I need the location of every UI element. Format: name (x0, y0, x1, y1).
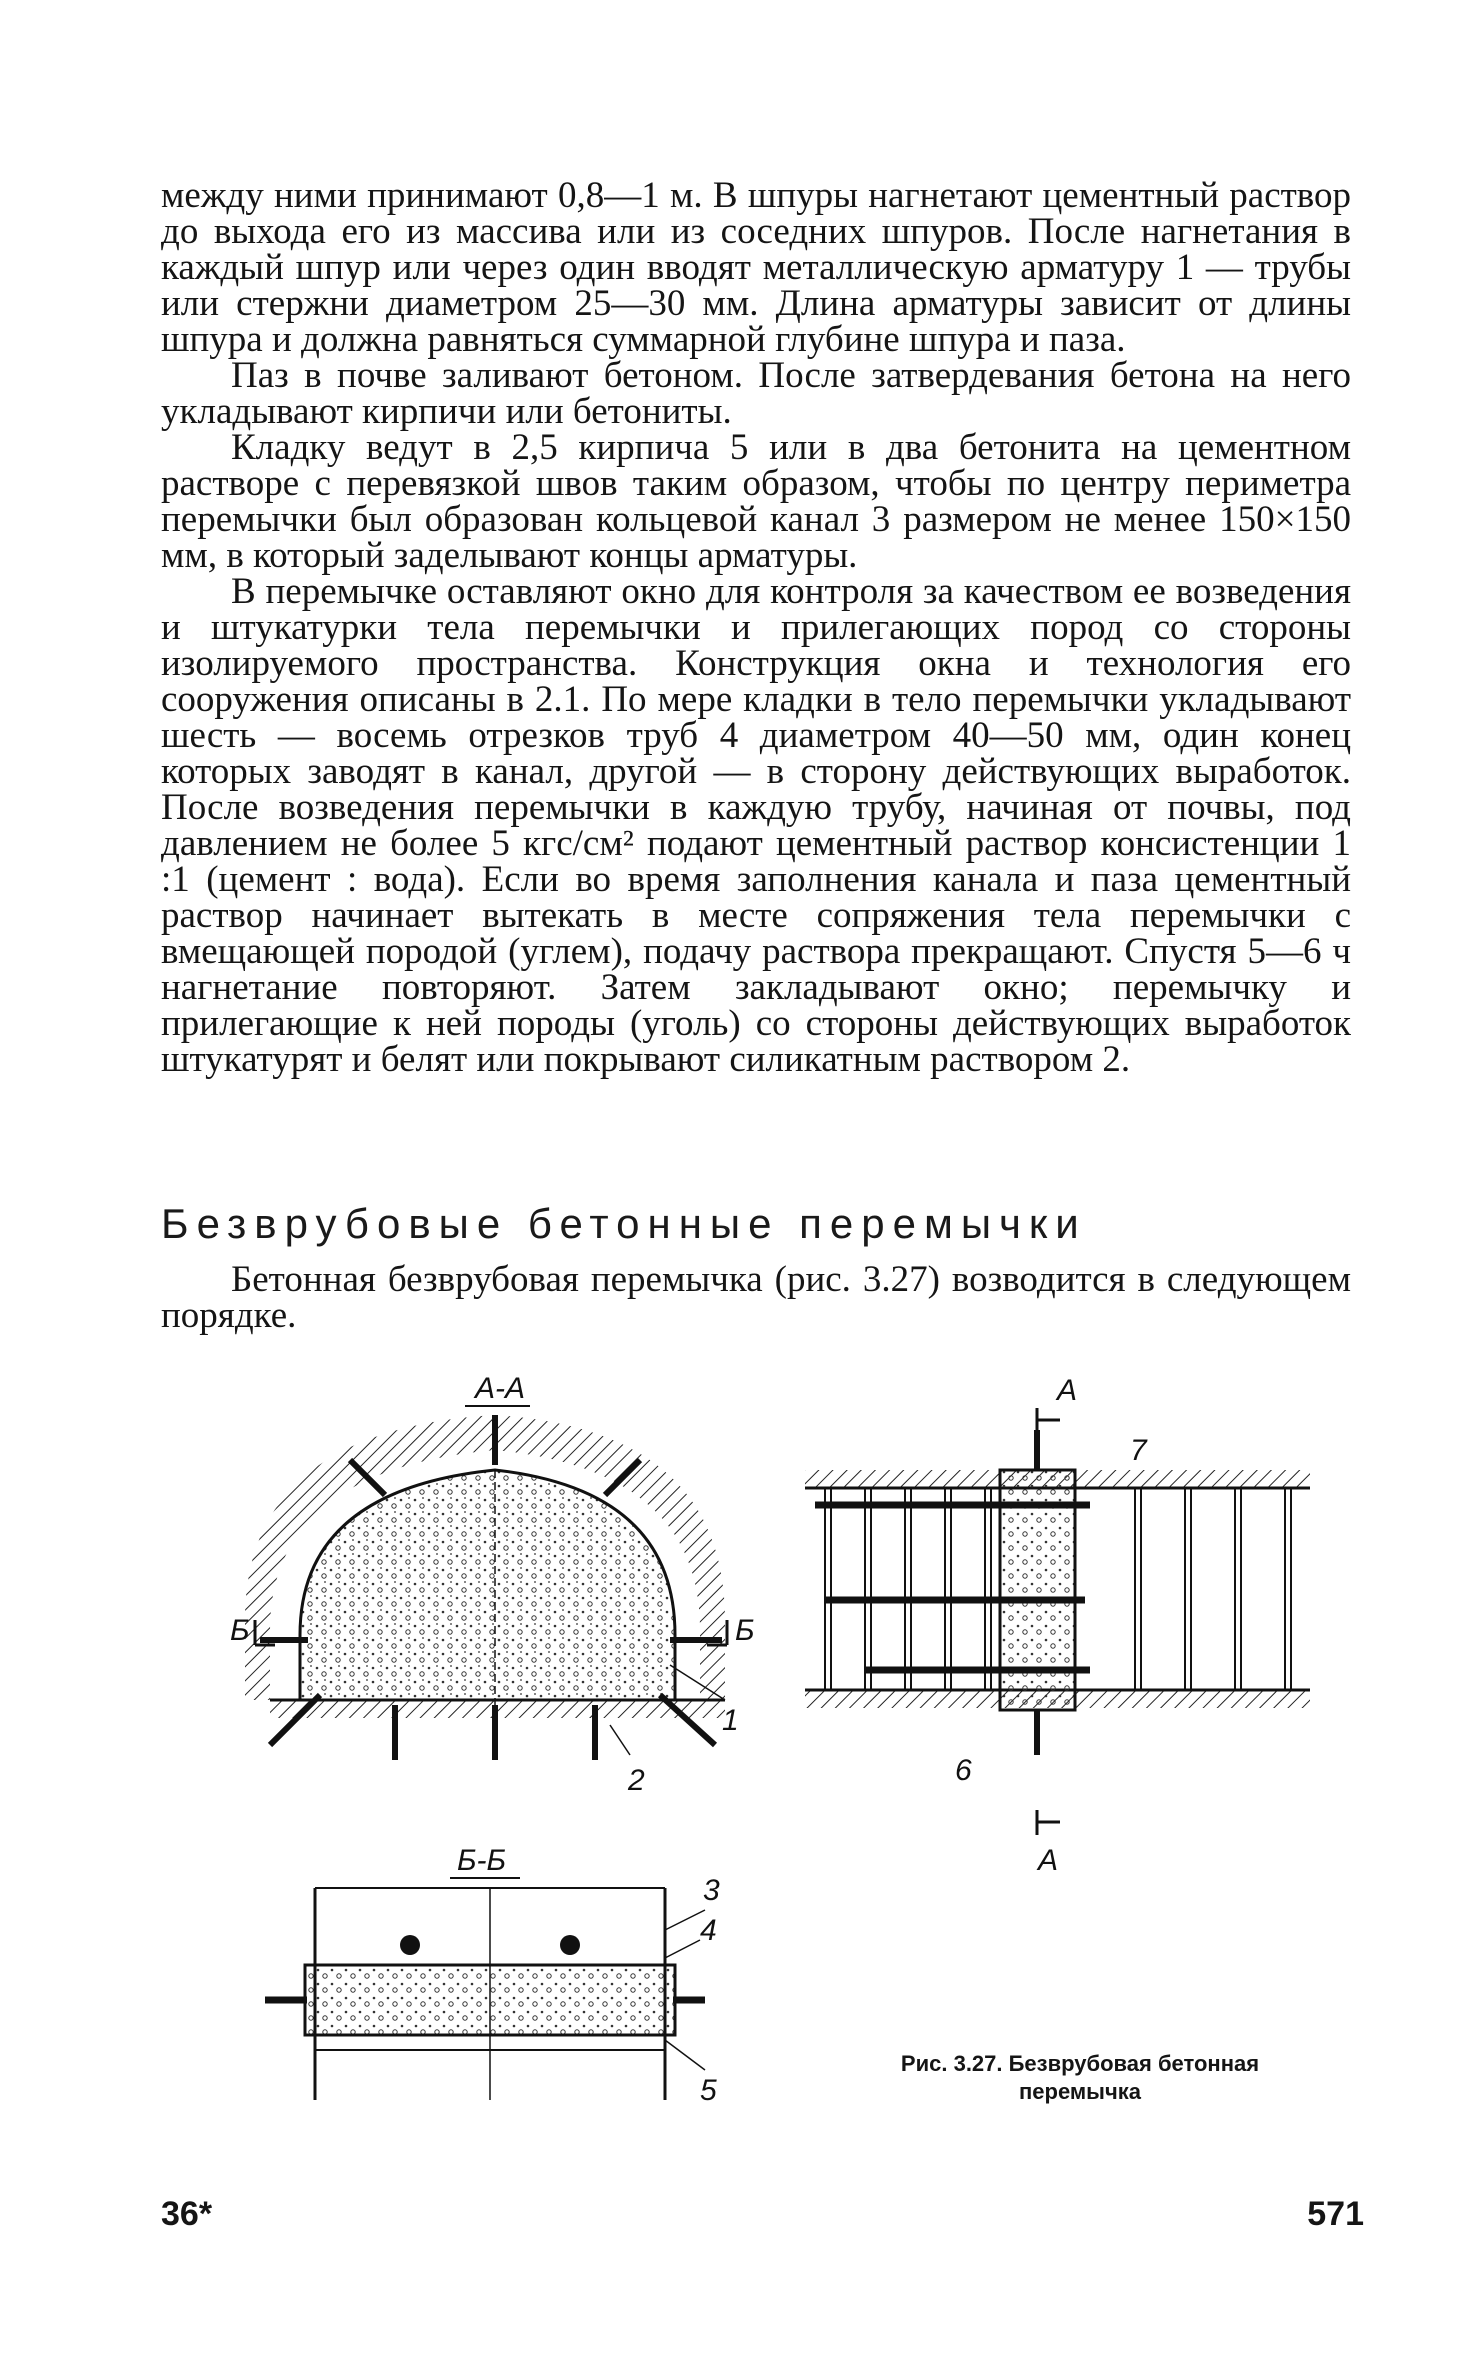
paragraph-1: между ними принимают 0,8—1 м. В шпуры нагнетают цементный раствор до выхода его из массива или из соседних шпуров. После нагнетания в каждый шпур или через один вводят металлическую арматуру 1 — трубы или стержни диаметром 25—30 мм. Длина арматуры зависит от длины шпура и должна равняться суммарной глубине шпура и паза. (161, 175, 1351, 360)
signature-mark: 36* (161, 2195, 213, 2233)
label-6: 6 (955, 1754, 972, 1787)
paragraph-3: Кладку ведут в 2,5 кирпича 5 или в два бетонита на цементном растворе с перевязкой швов таким образом, чтобы по центру периметра перемычки был образован кольцевой канал 3 размером не менее 150×150 мм, в который заделывают концы арматуры. (161, 427, 1351, 576)
caption-line-1: Рис. 3.27. Безврубовая бетонная (900, 2051, 1260, 2076)
figure-section-aa (230, 1370, 755, 1840)
section-heading: Безврубовые бетонные перемычки (161, 1200, 1087, 1247)
cut-b-right: Б (735, 1614, 755, 1647)
intro-paragraph: Бетонная безврубовая перемычка (рис. 3.27) возводится в следующем порядке. (161, 1259, 1351, 1336)
figure-section-bb (245, 1840, 745, 2110)
label-4: 4 (700, 1914, 717, 1947)
figure-side-view (805, 1370, 1325, 1895)
figure-caption (820, 2050, 1340, 2106)
label-3: 3 (703, 1874, 720, 1907)
cut-b-left: Б (230, 1614, 250, 1647)
page-number: 571 (1307, 2195, 1364, 2233)
cut-a-bottom: А (1038, 1844, 1059, 1877)
paragraph-2: Паз в почве заливают бетоном. После затвердевания бетона на него укладывают кирпичи или бетониты. (161, 355, 1351, 432)
paragraph-4: В перемычке оставляют окно для контроля за качеством ее возведения и штукатурки тела перемычки и прилегающих пород со стороны изолируемого пространства. Конструкция окна и технология его сооружения описаны в 2.1. По мере кладки в тело перемычки укладывают шесть — восемь отрезков труб 4 диаметром 40—50 мм, один конец которых заводят в канал, другой — в сторону действующих выработок. После возведения перемычки в каждую трубу, начиная от почвы, под давлением не более 5 кгс/см² подают цементный раствор консистенции 1 :1 (цемент : вода). Если во время заполнения канала и паза цементный раствор начинает вытекать в месте сопряжения тела перемычки с вмещающей породой (углем), подачу раствора прекращают. Спустя 5—6 ч нагнетание повторяют. Затем закладывают окно; перемычку и прилегающие к ней породы (уголь) со стороны действующих выработок штукатурят и белят или покрывают силикатным раствором 2. (161, 571, 1351, 1080)
label-1: 1 (722, 1704, 739, 1737)
label-5: 5 (700, 2074, 717, 2107)
label-2: 2 (628, 1764, 645, 1797)
body-text (161, 175, 1351, 1080)
section-bb-label: Б-Б (457, 1844, 507, 1877)
label-7: 7 (1130, 1434, 1147, 1467)
section-aa-label: А-А (475, 1372, 526, 1405)
cut-a-top: А (1057, 1374, 1078, 1407)
caption-line-2: перемычка (1019, 2079, 1141, 2104)
